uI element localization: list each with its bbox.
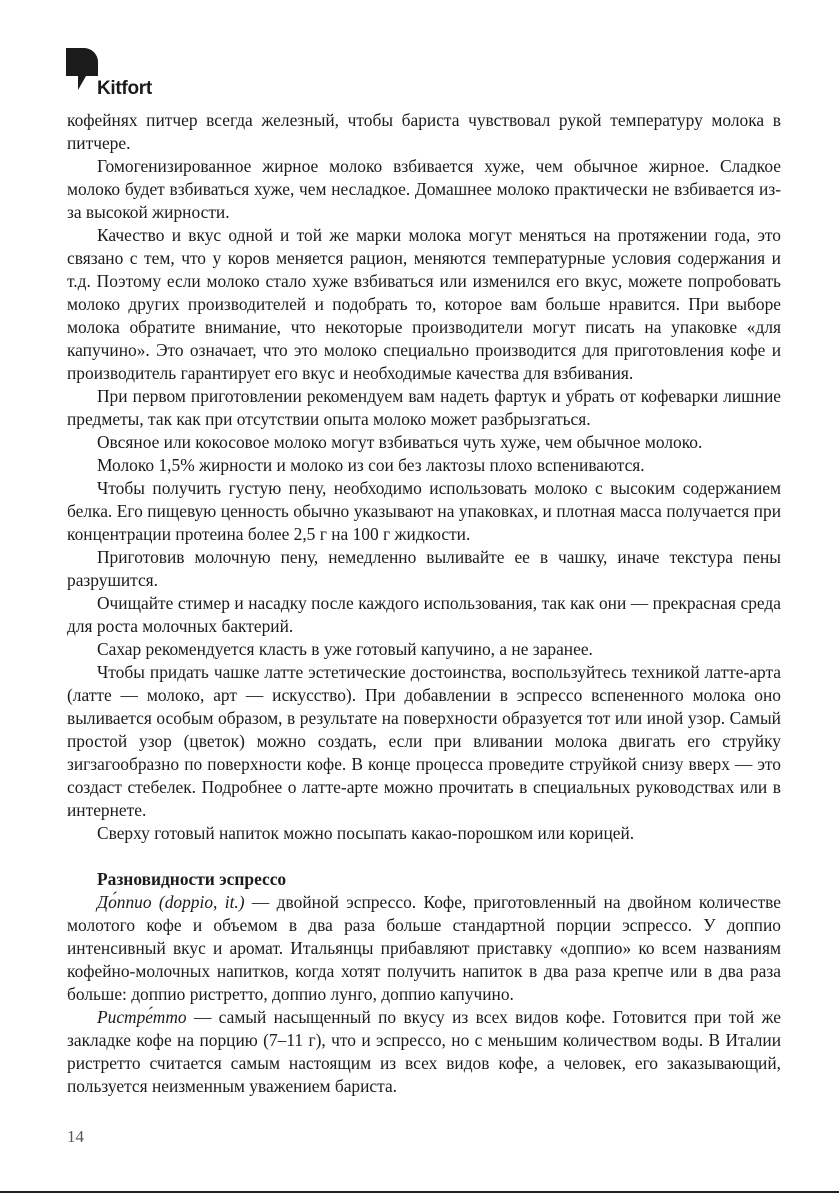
- paragraph: Чтобы придать чашке латте эстетические достоинства, воспользуйтесь техникой латте-арта (латте — молоко, арт — искусство). При добавлении в эспрессо вспененного молока оно выливается особым образом, в результате на поверхности образуется тот или иной узор. Самый простой узор (цветок) можно создать, если при вливании молока двигать его струйку зигзагообразно по поверхности кофе. В конце процесса проведите струйкой снизу вверх — это создаст стебелек. Подробнее о латте-арте можно прочитать в специальных руководствах или в интернете.: [67, 662, 781, 820]
- definition-text: — двойной эспрессо. Кофе, приготовленный на двойном количестве молотого кофе и объемом в два раза больше стандартной порции эспрессо. У доппио интенсивный вкус и аромат. Итальянцы прибавляют приставку «доппио» ко всем названиям кофейно-молочных напитков, когда хотят получить напиток в два раза крепче или в два раза больше: доппио ристретто, доппио лунго, доппио капучино.: [67, 892, 781, 1004]
- page-content: [67, 109, 781, 1098]
- definition-paragraph: [67, 1006, 781, 1098]
- brand-name: Kitfort: [97, 78, 152, 99]
- page-number: 14: [67, 1127, 84, 1146]
- definition-text: — самый насыщенный по вкусу из всех видов кофе. Готовится при той же закладке кофе на порцию (7–11 г), что и эспрессо, но с меньшим количеством воды. В Италии ристретто считается самым настоящим из всех видов кофе, а человек, его заказывающий, пользуется неизменным уважением бариста.: [67, 1007, 781, 1096]
- paragraph: При первом приготовлении рекомендуем вам надеть фартук и убрать от кофеварки лишние предметы, так как при отсутствии опыта молоко может разбрызгаться.: [67, 386, 781, 429]
- definition-paragraph: [67, 891, 781, 1006]
- paragraph: Сахар рекомендуется класть в уже готовый капучино, а не заранее.: [97, 639, 593, 659]
- kitfort-logo-icon: [66, 48, 98, 100]
- paragraph: кофейнях питчер всегда железный, чтобы бариста чувствовал рукой температуру молока в питчере.: [67, 110, 781, 153]
- paragraph: Молоко 1,5% жирности и молоко из сои без лактозы плохо вспениваются.: [97, 455, 645, 475]
- paragraph: Приготовив молочную пену, немедленно выливайте ее в чашку, иначе текстура пены разрушится.: [67, 547, 781, 590]
- paragraph: Качество и вкус одной и той же марки молока могут меняться на протяжении года, это связано с тем, что у коров меняется рацион, меняются температурные условия содержания и т.д. Поэтому если молоко стало хуже взбиваться или изменился его вкус, можете попробовать молоко других производителей и подобрать то, которое вам больше нравится. При выборе молока обратите внимание, что некоторые производители могут писать на упаковке «для капучино». Это означает, что это молоко специально производится для приготовления кофе и производитель гарантирует его вкус и необходимые качества для взбивания.: [67, 225, 781, 383]
- paragraph: Гомогенизированное жирное молоко взбивается хуже, чем обычное жирное. Сладкое молоко будет взбиваться хуже, чем несладкое. Домашнее молоко практически не взбивается из-за высокой жирности.: [67, 156, 781, 222]
- term-ristretto: Ристре́тто: [97, 1007, 187, 1027]
- paragraph: Овсяное или кокосовое молоко могут взбиваться чуть хуже, чем обычное молоко.: [97, 432, 703, 452]
- paragraph: Чтобы получить густую пену, необходимо использовать молоко с высоким содержанием белка. Его пищевую ценность обычно указывают на упаковках, и плотная масса получается при концентрации протеина более 2,5 г на 100 г жидкости.: [67, 478, 781, 544]
- paragraph: Сверху готовый напиток можно посыпать какао-порошком или корицей.: [97, 823, 635, 843]
- section-heading: Разновидности эспрессо: [97, 869, 287, 889]
- bottom-divider: [0, 1191, 839, 1193]
- term-doppio: До́ппио (doppio, it.): [97, 892, 245, 912]
- paragraph: Очищайте стимер и насадку после каждого использования, так как они — прекрасная среда для роста молочных бактерий.: [67, 593, 781, 636]
